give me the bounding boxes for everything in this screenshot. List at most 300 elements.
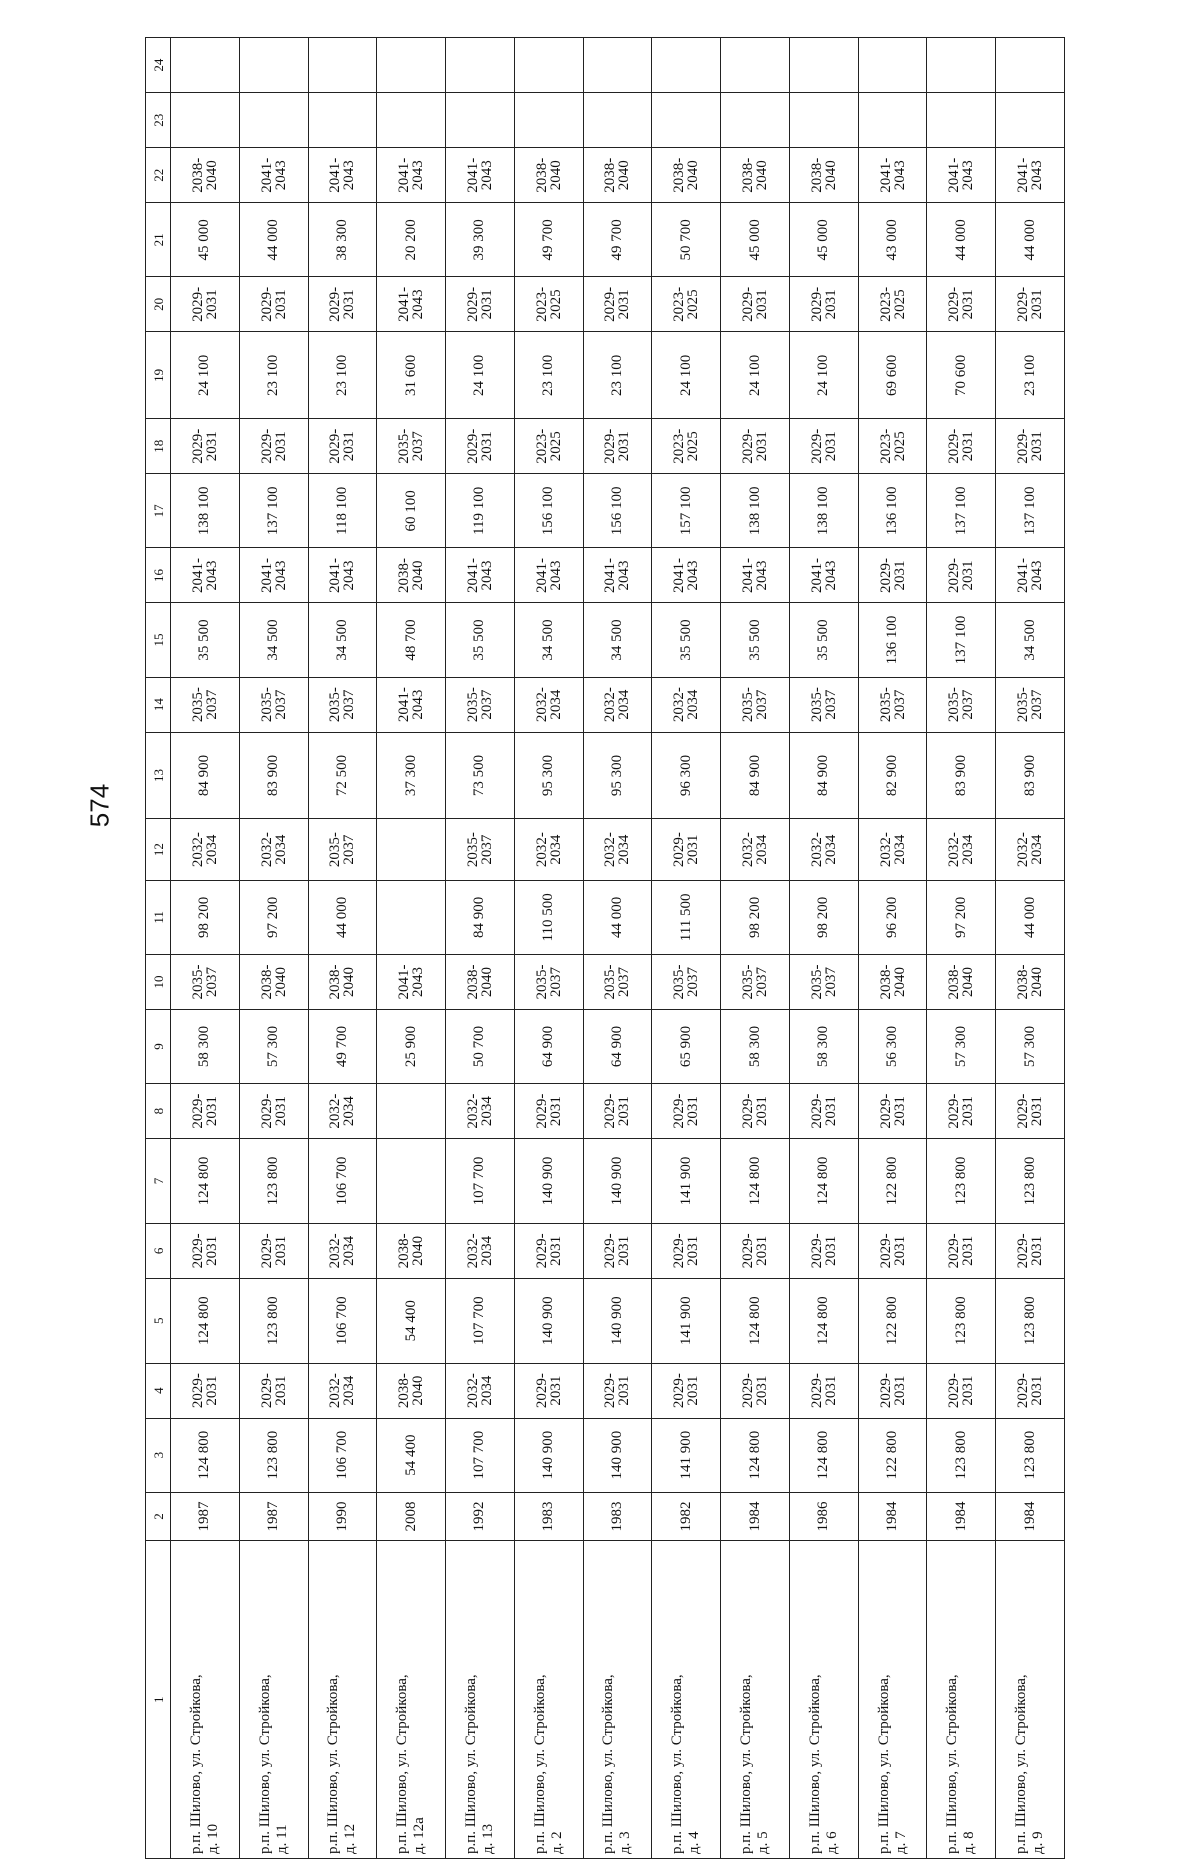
address-cell — [858, 1541, 927, 1859]
value-cell: 124 800 — [171, 1278, 240, 1363]
value-cell: 50 700 — [446, 1009, 515, 1083]
column-number: 23 — [146, 93, 171, 148]
period-cell: 2041- 2043 — [239, 548, 308, 603]
value-cell: 45 000 — [721, 203, 790, 277]
value-cell: 44 000 — [239, 203, 308, 277]
value-cell: 84 900 — [789, 732, 858, 819]
value-cell: 57 300 — [927, 1009, 996, 1083]
value-cell: 157 100 — [652, 474, 721, 548]
value-cell: 107 700 — [446, 1278, 515, 1363]
value-cell: 123 800 — [239, 1139, 308, 1224]
period-cell: 2029- 2031 — [996, 1363, 1065, 1418]
value-cell: 64 900 — [583, 1009, 652, 1083]
period-cell: 2029- 2031 — [652, 819, 721, 880]
value-cell: 97 200 — [927, 880, 996, 954]
value-cell: 60 100 — [377, 474, 446, 548]
period-cell: 2041- 2043 — [377, 277, 446, 332]
value-cell — [996, 93, 1065, 148]
value-cell: 136 100 — [858, 474, 927, 548]
year-cell: 1984 — [996, 1492, 1065, 1541]
address-line: д. 11 — [273, 1824, 290, 1854]
period-cell: 2035- 2037 — [721, 677, 790, 732]
period-cell: 2035- 2037 — [514, 954, 583, 1009]
value-cell: 136 100 — [858, 603, 927, 677]
period-cell: 2035- 2037 — [446, 677, 515, 732]
column-number: 4 — [146, 1363, 171, 1418]
value-cell: 140 900 — [514, 1278, 583, 1363]
value-cell: 58 300 — [171, 1009, 240, 1083]
value-cell: 106 700 — [308, 1418, 377, 1492]
value-cell: 124 800 — [789, 1139, 858, 1224]
value-cell — [583, 93, 652, 148]
value-cell: 140 900 — [514, 1418, 583, 1492]
period-cell: 2038- 2040 — [721, 148, 790, 203]
value-cell — [377, 38, 446, 93]
period-cell: 2029- 2031 — [927, 419, 996, 474]
value-cell: 23 100 — [514, 332, 583, 419]
address-line: р.п. Шилово, ул. Стройкова, — [462, 1674, 479, 1854]
value-cell: 34 500 — [308, 603, 377, 677]
value-cell: 123 800 — [239, 1278, 308, 1363]
value-cell: 57 300 — [996, 1009, 1065, 1083]
year-cell: 1984 — [721, 1492, 790, 1541]
period-cell: 2023- 2025 — [858, 419, 927, 474]
value-cell: 83 900 — [996, 732, 1065, 819]
value-cell: 124 800 — [721, 1278, 790, 1363]
value-cell — [308, 38, 377, 93]
period-cell: 2029- 2031 — [171, 1084, 240, 1139]
value-cell: 137 100 — [996, 474, 1065, 548]
period-cell: 2032- 2034 — [927, 819, 996, 880]
period-cell: 2029- 2031 — [996, 419, 1065, 474]
period-cell: 2029- 2031 — [171, 277, 240, 332]
value-cell: 64 900 — [514, 1009, 583, 1083]
period-cell: 2029- 2031 — [927, 548, 996, 603]
address-line: д. 6 — [823, 1831, 840, 1854]
period-cell: 2041- 2043 — [996, 148, 1065, 203]
column-number: 1 — [146, 1541, 171, 1859]
period-cell: 2041- 2043 — [446, 548, 515, 603]
period-cell: 2041- 2043 — [308, 548, 377, 603]
column-number: 13 — [146, 732, 171, 819]
value-cell: 98 200 — [721, 880, 790, 954]
value-cell: 69 600 — [858, 332, 927, 419]
period-cell: 2038- 2040 — [239, 954, 308, 1009]
value-cell: 23 100 — [308, 332, 377, 419]
value-cell: 83 900 — [927, 732, 996, 819]
value-cell: 138 100 — [721, 474, 790, 548]
value-cell: 54 400 — [377, 1418, 446, 1492]
period-cell: 2038- 2040 — [789, 148, 858, 203]
year-cell: 1987 — [239, 1492, 308, 1541]
year-cell: 1986 — [789, 1492, 858, 1541]
period-cell: 2032- 2034 — [446, 1223, 515, 1278]
period-cell: 2029- 2031 — [308, 277, 377, 332]
value-cell — [858, 38, 927, 93]
column-number: 12 — [146, 819, 171, 880]
value-cell: 124 800 — [171, 1139, 240, 1224]
value-cell — [721, 93, 790, 148]
address-line: р.п. Шилово, ул. Стройкова, — [875, 1674, 892, 1854]
period-cell: 2029- 2031 — [583, 419, 652, 474]
value-cell: 24 100 — [721, 332, 790, 419]
value-cell: 111 500 — [652, 880, 721, 954]
value-cell: 24 100 — [171, 332, 240, 419]
column-number: 15 — [146, 603, 171, 677]
period-cell: 2035- 2037 — [721, 954, 790, 1009]
value-cell — [377, 1139, 446, 1224]
period-cell: 2029- 2031 — [652, 1084, 721, 1139]
period-cell: 2032- 2034 — [721, 819, 790, 880]
period-cell: 2035- 2037 — [996, 677, 1065, 732]
period-cell: 2035- 2037 — [583, 954, 652, 1009]
value-cell: 34 500 — [239, 603, 308, 677]
value-cell: 73 500 — [446, 732, 515, 819]
period-cell: 2038- 2040 — [858, 954, 927, 1009]
value-cell: 56 300 — [858, 1009, 927, 1083]
period-cell: 2041- 2043 — [927, 148, 996, 203]
table-row — [308, 38, 377, 1859]
repair-schedule-table — [145, 37, 1065, 1859]
column-numbers-row — [146, 38, 171, 1859]
value-cell — [789, 38, 858, 93]
period-cell: 2032- 2034 — [789, 819, 858, 880]
period-cell: 2041- 2043 — [171, 548, 240, 603]
period-cell: 2041- 2043 — [652, 548, 721, 603]
value-cell: 48 700 — [377, 603, 446, 677]
column-number: 2 — [146, 1492, 171, 1541]
value-cell: 20 200 — [377, 203, 446, 277]
period-cell: 2029- 2031 — [583, 277, 652, 332]
value-cell: 119 100 — [446, 474, 515, 548]
value-cell: 123 800 — [996, 1418, 1065, 1492]
period-cell: 2023- 2025 — [514, 277, 583, 332]
table-row — [789, 38, 858, 1859]
column-number: 20 — [146, 277, 171, 332]
column-number: 16 — [146, 548, 171, 603]
value-cell: 44 000 — [583, 880, 652, 954]
period-cell: 2029- 2031 — [446, 419, 515, 474]
value-cell: 138 100 — [789, 474, 858, 548]
period-cell: 2029- 2031 — [858, 548, 927, 603]
value-cell: 35 500 — [721, 603, 790, 677]
period-cell: 2041- 2043 — [239, 148, 308, 203]
period-cell: 2032- 2034 — [171, 819, 240, 880]
value-cell — [377, 1084, 446, 1139]
value-cell: 35 500 — [652, 603, 721, 677]
value-cell: 24 100 — [652, 332, 721, 419]
period-cell: 2029- 2031 — [927, 1363, 996, 1418]
period-cell: 2029- 2031 — [239, 1084, 308, 1139]
period-cell: 2029- 2031 — [789, 277, 858, 332]
value-cell: 72 500 — [308, 732, 377, 819]
value-cell: 35 500 — [789, 603, 858, 677]
column-number: 18 — [146, 419, 171, 474]
period-cell: 2041- 2043 — [377, 148, 446, 203]
period-cell: 2038- 2040 — [996, 954, 1065, 1009]
value-cell: 24 100 — [789, 332, 858, 419]
value-cell: 141 900 — [652, 1278, 721, 1363]
period-cell: 2035- 2037 — [308, 819, 377, 880]
period-cell: 2029- 2031 — [996, 277, 1065, 332]
value-cell — [239, 93, 308, 148]
period-cell: 2041- 2043 — [996, 548, 1065, 603]
value-cell: 137 100 — [239, 474, 308, 548]
period-cell: 2029- 2031 — [927, 1084, 996, 1139]
year-cell: 1983 — [583, 1492, 652, 1541]
value-cell: 97 200 — [239, 880, 308, 954]
value-cell: 34 500 — [514, 603, 583, 677]
period-cell: 2029- 2031 — [858, 1084, 927, 1139]
value-cell: 35 500 — [446, 603, 515, 677]
value-cell — [514, 38, 583, 93]
value-cell: 123 800 — [239, 1418, 308, 1492]
column-number: 19 — [146, 332, 171, 419]
period-cell: 2029- 2031 — [996, 1223, 1065, 1278]
value-cell — [858, 93, 927, 148]
value-cell: 141 900 — [652, 1418, 721, 1492]
value-cell: 107 700 — [446, 1418, 515, 1492]
period-cell: 2038- 2040 — [446, 954, 515, 1009]
address-cell — [721, 1541, 790, 1859]
period-cell: 2029- 2031 — [171, 1363, 240, 1418]
address-cell — [583, 1541, 652, 1859]
address-cell — [308, 1541, 377, 1859]
address-cell — [789, 1541, 858, 1859]
table-row — [446, 38, 515, 1859]
address-line: д. 12а — [411, 1817, 428, 1854]
period-cell: 2038- 2040 — [583, 148, 652, 203]
period-cell: 2029- 2031 — [239, 1363, 308, 1418]
address-line: д. 7 — [892, 1831, 909, 1854]
value-cell: 50 700 — [652, 203, 721, 277]
period-cell: 2029- 2031 — [583, 1363, 652, 1418]
address-line: р.п. Шилово, ул. Стройкова, — [806, 1674, 823, 1854]
address-line: д. 12 — [342, 1823, 359, 1854]
period-cell: 2029- 2031 — [927, 1223, 996, 1278]
column-number: 8 — [146, 1084, 171, 1139]
value-cell: 140 900 — [583, 1278, 652, 1363]
value-cell: 124 800 — [789, 1418, 858, 1492]
column-number: 11 — [146, 880, 171, 954]
period-cell: 2023- 2025 — [858, 277, 927, 332]
period-cell: 2029- 2031 — [514, 1223, 583, 1278]
period-cell: 2041- 2043 — [858, 148, 927, 203]
period-cell: 2023- 2025 — [652, 419, 721, 474]
value-cell — [171, 93, 240, 148]
value-cell — [652, 93, 721, 148]
address-line: д. 10 — [204, 1823, 221, 1854]
value-cell: 95 300 — [583, 732, 652, 819]
value-cell: 123 800 — [996, 1139, 1065, 1224]
period-cell: 2035- 2037 — [377, 419, 446, 474]
value-cell: 45 000 — [789, 203, 858, 277]
value-cell: 44 000 — [996, 880, 1065, 954]
value-cell: 110 500 — [514, 880, 583, 954]
period-cell: 2038- 2040 — [652, 148, 721, 203]
period-cell: 2029- 2031 — [721, 277, 790, 332]
table-row — [171, 38, 240, 1859]
value-cell: 137 100 — [927, 474, 996, 548]
period-cell: 2038- 2040 — [377, 548, 446, 603]
table-row — [377, 38, 446, 1859]
period-cell: 2029- 2031 — [721, 1084, 790, 1139]
address-line: р.п. Шилово, ул. Стройкова, — [531, 1674, 548, 1854]
period-cell: 2035- 2037 — [858, 677, 927, 732]
period-cell: 2032- 2034 — [583, 677, 652, 732]
period-cell: 2035- 2037 — [652, 954, 721, 1009]
value-cell: 35 500 — [171, 603, 240, 677]
column-number: 10 — [146, 954, 171, 1009]
period-cell: 2041- 2043 — [789, 548, 858, 603]
year-cell: 1984 — [858, 1492, 927, 1541]
value-cell — [721, 38, 790, 93]
year-cell: 1984 — [927, 1492, 996, 1541]
value-cell: 44 000 — [308, 880, 377, 954]
period-cell: 2029- 2031 — [721, 1363, 790, 1418]
period-cell: 2032- 2034 — [514, 819, 583, 880]
period-cell: 2032- 2034 — [308, 1084, 377, 1139]
value-cell: 124 800 — [789, 1278, 858, 1363]
address-cell — [652, 1541, 721, 1859]
value-cell: 106 700 — [308, 1278, 377, 1363]
address-line: д. 5 — [755, 1831, 771, 1854]
period-cell: 2038- 2040 — [308, 954, 377, 1009]
value-cell — [583, 38, 652, 93]
value-cell: 98 200 — [171, 880, 240, 954]
address-line: р.п. Шилово, ул. Стройкова, — [738, 1674, 754, 1854]
value-cell: 98 200 — [789, 880, 858, 954]
address-line: д. 4 — [686, 1831, 703, 1854]
period-cell: 2035- 2037 — [789, 954, 858, 1009]
value-cell: 118 100 — [308, 474, 377, 548]
value-cell — [927, 93, 996, 148]
address-cell — [171, 1541, 240, 1859]
address-cell — [446, 1541, 515, 1859]
period-cell: 2035- 2037 — [308, 677, 377, 732]
value-cell: 123 800 — [996, 1278, 1065, 1363]
period-cell: 2041- 2043 — [308, 148, 377, 203]
rotated-table-wrapper — [145, 37, 1065, 1859]
period-cell: 2035- 2037 — [446, 819, 515, 880]
period-cell: 2029- 2031 — [721, 419, 790, 474]
value-cell: 70 600 — [927, 332, 996, 419]
year-cell: 1992 — [446, 1492, 515, 1541]
value-cell: 34 500 — [996, 603, 1065, 677]
column-number: 5 — [146, 1278, 171, 1363]
page-number: 574 — [84, 783, 115, 828]
value-cell: 140 900 — [583, 1139, 652, 1224]
period-cell: 2032- 2034 — [308, 1363, 377, 1418]
value-cell: 95 300 — [514, 732, 583, 819]
value-cell: 123 800 — [927, 1278, 996, 1363]
value-cell: 23 100 — [583, 332, 652, 419]
address-line: р.п. Шилово, ул. Стройкова, — [256, 1674, 273, 1854]
period-cell: 2029- 2031 — [652, 1223, 721, 1278]
period-cell: 2038- 2040 — [171, 148, 240, 203]
value-cell — [996, 38, 1065, 93]
value-cell: 39 300 — [446, 203, 515, 277]
period-cell: 2032- 2034 — [239, 819, 308, 880]
value-cell: 137 100 — [927, 603, 996, 677]
period-cell: 2029- 2031 — [171, 1223, 240, 1278]
period-cell: 2029- 2031 — [171, 419, 240, 474]
address-line: р.п. Шилово, ул. Стройкова, — [394, 1674, 411, 1854]
period-cell: 2041- 2043 — [377, 677, 446, 732]
period-cell: 2029- 2031 — [996, 1084, 1065, 1139]
column-number: 9 — [146, 1009, 171, 1083]
column-number: 3 — [146, 1418, 171, 1492]
value-cell: 84 900 — [446, 880, 515, 954]
period-cell: 2041- 2043 — [514, 548, 583, 603]
period-cell: 2032- 2034 — [583, 819, 652, 880]
period-cell: 2023- 2025 — [514, 419, 583, 474]
period-cell: 2029- 2031 — [652, 1363, 721, 1418]
period-cell: 2035- 2037 — [239, 677, 308, 732]
period-cell: 2029- 2031 — [927, 277, 996, 332]
value-cell: 124 800 — [721, 1139, 790, 1224]
year-cell: 1983 — [514, 1492, 583, 1541]
value-cell: 124 800 — [171, 1418, 240, 1492]
value-cell: 140 900 — [514, 1139, 583, 1224]
period-cell: 2029- 2031 — [239, 277, 308, 332]
value-cell — [239, 38, 308, 93]
value-cell: 44 000 — [996, 203, 1065, 277]
value-cell: 123 800 — [927, 1418, 996, 1492]
value-cell: 43 000 — [858, 203, 927, 277]
table-row — [996, 38, 1065, 1859]
period-cell: 2032- 2034 — [858, 819, 927, 880]
column-number: 21 — [146, 203, 171, 277]
period-cell: 2029- 2031 — [446, 277, 515, 332]
period-cell: 2029- 2031 — [789, 419, 858, 474]
period-cell: 2029- 2031 — [239, 419, 308, 474]
period-cell: 2029- 2031 — [789, 1363, 858, 1418]
period-cell: 2029- 2031 — [514, 1363, 583, 1418]
value-cell: 96 200 — [858, 880, 927, 954]
value-cell: 57 300 — [239, 1009, 308, 1083]
value-cell: 107 700 — [446, 1139, 515, 1224]
value-cell: 106 700 — [308, 1139, 377, 1224]
value-cell — [927, 38, 996, 93]
value-cell — [446, 93, 515, 148]
value-cell: 38 300 — [308, 203, 377, 277]
value-cell: 122 800 — [858, 1418, 927, 1492]
period-cell: 2032- 2034 — [652, 677, 721, 732]
period-cell: 2029- 2031 — [514, 1084, 583, 1139]
value-cell: 49 700 — [308, 1009, 377, 1083]
period-cell: 2032- 2034 — [446, 1363, 515, 1418]
column-number: 6 — [146, 1223, 171, 1278]
period-cell: 2029- 2031 — [858, 1363, 927, 1418]
value-cell — [514, 93, 583, 148]
value-cell — [446, 38, 515, 93]
column-number: 7 — [146, 1139, 171, 1224]
address-line: р.п. Шилово, ул. Стройкова, — [187, 1674, 204, 1854]
period-cell: 2035- 2037 — [789, 677, 858, 732]
address-cell — [996, 1541, 1065, 1859]
address-cell — [377, 1541, 446, 1859]
table-row — [583, 38, 652, 1859]
value-cell — [789, 93, 858, 148]
address-line: д. 9 — [1030, 1831, 1047, 1854]
value-cell: 138 100 — [171, 474, 240, 548]
value-cell — [377, 93, 446, 148]
value-cell — [308, 93, 377, 148]
period-cell: 2029- 2031 — [789, 1223, 858, 1278]
value-cell: 49 700 — [583, 203, 652, 277]
value-cell: 141 900 — [652, 1139, 721, 1224]
